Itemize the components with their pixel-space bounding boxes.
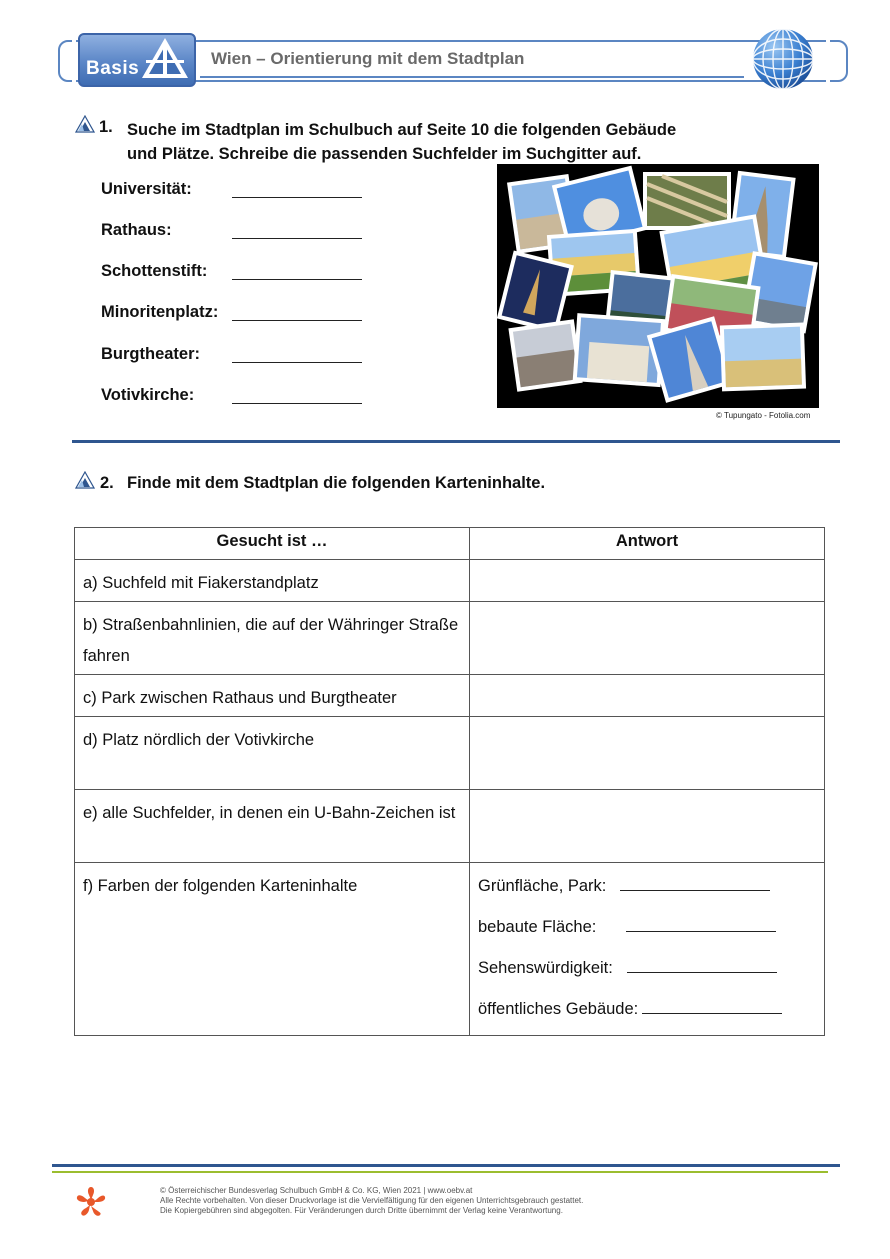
color-item-bebaute-flaeche	[478, 912, 816, 953]
color-answer-line-bebaute-flaeche[interactable]	[626, 914, 776, 932]
footer-line-blue	[52, 1164, 840, 1167]
footer-line-1: © Österreichischer Bundesverlag Schulbuch GmbH & Co. KG, Wien 2021 | www.oebv.at	[160, 1186, 473, 1195]
task1-answer-line-schottenstift[interactable]	[232, 279, 362, 280]
table-cell-question-a: a) Suchfeld mit Fiakerstandplatz	[75, 560, 470, 602]
color-item-oeffentliches-gebaeude	[478, 994, 816, 1035]
collage-graphic	[497, 164, 819, 408]
task2-table	[74, 527, 825, 1036]
section-separator	[72, 440, 840, 443]
table-cell-question-d: d) Platz nördlich der Votivkirche	[75, 717, 470, 790]
color-answer-line-sehenswuerdigkeit[interactable]	[627, 955, 777, 973]
task1-label-minoritenplatz: Minoritenplatz:	[101, 303, 219, 321]
table-row	[75, 602, 825, 675]
level-triangle-icon	[140, 36, 190, 80]
color-label-bebaute-flaeche: bebaute Fläche:	[478, 918, 597, 936]
task1-answer-line-rathaus[interactable]	[232, 238, 362, 239]
table-row	[75, 560, 825, 602]
task2-level-icon	[75, 471, 95, 489]
footer-copyright	[160, 1186, 583, 1216]
photo-credit: © Tupungato - Fotolia.com	[716, 411, 811, 420]
table-row	[75, 790, 825, 863]
task1-number: 1.	[99, 118, 113, 136]
color-label-oeffentliches-gebaeude: öffentliches Gebäude:	[478, 1000, 639, 1018]
header-frame-gap-right	[826, 30, 830, 90]
table-cell-answer-d[interactable]	[470, 717, 825, 790]
page-title: Wien – Orientierung mit dem Stadtplan	[211, 49, 525, 68]
task1-answer-line-votivkirche[interactable]	[232, 403, 362, 404]
color-answer-line-oeffentliches-gebaeude[interactable]	[642, 996, 782, 1014]
task1-label-votivkirche: Votivkirche:	[101, 386, 195, 404]
color-label-sehenswuerdigkeit: Sehenswürdigkeit:	[478, 959, 613, 977]
table-row	[75, 675, 825, 717]
table-cell-answer-b[interactable]	[470, 602, 825, 675]
table-cell-answer-a[interactable]	[470, 560, 825, 602]
task1-answer-line-burgtheater[interactable]	[232, 362, 362, 363]
collage-photo	[720, 323, 806, 392]
footer-line-3: Die Kopiergebühren sind abgegolten. Für Veränderungen durch Dritte übernimmt der Verlag keine Verantwortung.	[160, 1206, 563, 1215]
header-frame-gap-left	[72, 30, 76, 90]
table-cell-question-c: c) Park zwischen Rathaus und Burgtheater	[75, 675, 470, 717]
table-cell-answer-f	[470, 863, 825, 1036]
color-item-gruenflaeche	[478, 871, 816, 912]
color-label-gruenflaeche: Grünfläche, Park:	[478, 877, 607, 895]
table-cell-question-e: e) alle Suchfelder, in denen ein U-Bahn-Zeichen ist	[75, 790, 470, 863]
table-cell-answer-c[interactable]	[470, 675, 825, 717]
collage-photo	[508, 319, 582, 392]
task1-answer-line-minoritenplatz[interactable]	[232, 320, 362, 321]
task1-instruction-line2: und Plätze. Schreibe die passenden Suchfelder im Suchgitter auf.	[127, 145, 642, 163]
footer-line-2: Alle Rechte vorbehalten. Von dieser Druckvorlage ist die Vervielfältigung für den eigenen Unterrichtsgebrauch gestattet.	[160, 1196, 584, 1205]
task2-number: 2.	[100, 474, 114, 492]
task1-label-universitaet: Universität:	[101, 180, 192, 198]
task2-instruction: Finde mit dem Stadtplan die folgenden Karteninhalte.	[127, 474, 546, 492]
globe-icon	[752, 25, 814, 93]
task1-instruction-line1: Suche im Stadtplan im Schulbuch auf Seite 10 die folgenden Gebäude	[127, 121, 677, 139]
task1-instruction	[127, 118, 747, 166]
table-cell-question-f: f) Farben der folgenden Karteninhalte	[75, 863, 470, 1036]
task1-level-icon	[75, 115, 95, 133]
table-header-row	[75, 528, 825, 560]
task1-label-schottenstift: Schottenstift:	[101, 262, 208, 280]
table-header-gesucht: Gesucht ist …	[75, 528, 470, 560]
table-row	[75, 863, 825, 1036]
color-item-sehenswuerdigkeit	[478, 953, 816, 994]
basis-badge-label: Basis	[86, 58, 140, 79]
table-cell-question-b: b) Straßenbahnlinien, die auf der Währinger Straße fahren	[75, 602, 470, 675]
footer-line-green	[52, 1171, 828, 1173]
task1-answer-line-universitaet[interactable]	[232, 197, 362, 198]
oebv-logo-icon	[72, 1183, 110, 1221]
table-cell-answer-e[interactable]	[470, 790, 825, 863]
table-header-antwort: Antwort	[470, 528, 825, 560]
task1-label-burgtheater: Burgtheater:	[101, 345, 201, 363]
vienna-photo-collage	[497, 164, 819, 408]
task1-label-rathaus: Rathaus:	[101, 221, 172, 239]
color-answer-line-gruenflaeche[interactable]	[620, 873, 770, 891]
table-row	[75, 717, 825, 790]
